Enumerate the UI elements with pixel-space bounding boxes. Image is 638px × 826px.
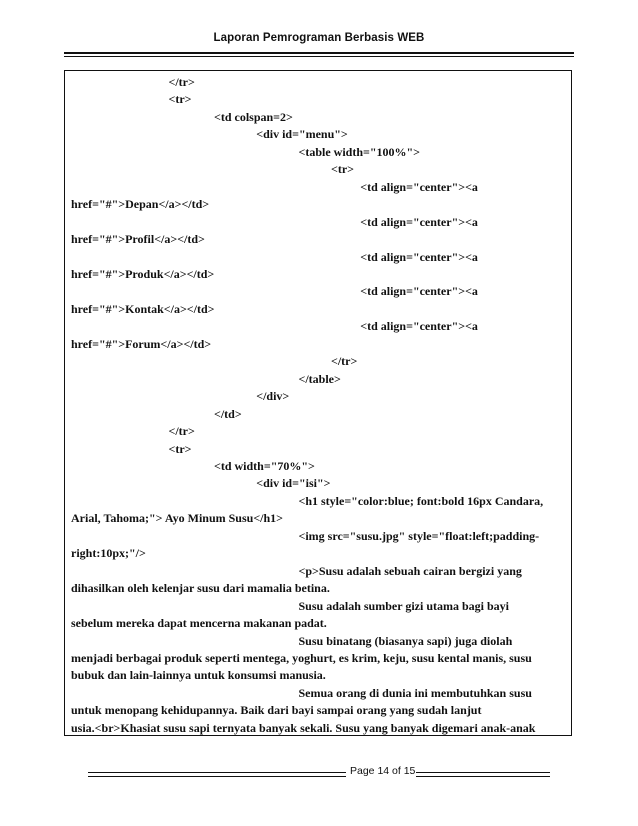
code-line: <div id="menu"> — [256, 127, 348, 142]
code-line: right:10px;"/> — [71, 546, 146, 561]
header-rule-thick — [64, 52, 574, 54]
code-line: </tr> — [168, 424, 195, 439]
code-line: </table> — [298, 371, 341, 386]
code-line: <tr> — [168, 441, 192, 456]
page-number: Page 14 of 15 — [350, 765, 416, 777]
code-listing-box — [64, 70, 572, 736]
code-line: href="#">Profil</a></td> — [71, 232, 205, 247]
code-line: <td align="center"><a — [360, 319, 478, 334]
code-line: <td colspan=2> — [214, 109, 293, 124]
code-line: <tr> — [168, 92, 192, 107]
code-line: <td align="center"><a — [360, 249, 478, 264]
page-footer — [64, 765, 574, 782]
footer-rule-right — [416, 772, 550, 777]
code-line: href="#">Kontak</a></td> — [71, 301, 215, 316]
code-line: href="#">Produk</a></td> — [71, 266, 215, 281]
code-line: <td align="center"><a — [360, 179, 478, 194]
code-line: <h1 style="color:blue; font:bold 16px Candara, — [298, 493, 544, 508]
code-line: <table width="100%"> — [298, 144, 421, 159]
footer-rule-left — [88, 772, 346, 777]
code-line: <td align="center"><a — [360, 284, 478, 299]
code-line: Arial, Tahoma;"> Ayo Minum Susu</h1> — [71, 511, 284, 526]
code-line: dihasilkan oleh kelenjar susu dari mamalia betina. — [71, 581, 330, 596]
code-line: <p>Susu adalah sebuah cairan bergizi yang — [298, 563, 522, 578]
code-line: </tr> — [168, 75, 195, 89]
code-listing — [65, 71, 571, 736]
code-line: <tr> — [331, 162, 354, 177]
code-line: Susu binatang (biasanya sapi) juga diolah — [298, 633, 513, 648]
code-line: href="#">Forum</a></td> — [71, 336, 212, 351]
code-line: sebelum mereka dapat mencerna makanan padat. — [71, 616, 327, 631]
code-line: Susu adalah sumber gizi utama bagi bayi — [298, 598, 509, 613]
header-rule-thin — [64, 56, 574, 57]
code-line: Semua orang di dunia ini membutuhkan susu — [298, 685, 532, 700]
code-line: <td align="center"><a — [360, 214, 478, 229]
code-line: <img src="susu.jpg" style="float:left;padding- — [298, 528, 540, 543]
code-line: bubuk dan lain-lainnya untuk konsumsi manusia. — [71, 668, 326, 683]
code-line: <div id="isi"> — [256, 476, 331, 491]
code-line: href="#">Depan</a></td> — [71, 197, 210, 212]
code-line: </td> — [214, 406, 242, 421]
code-line: </tr> — [331, 354, 358, 369]
code-line: </div> — [256, 389, 290, 404]
header-title: Laporan Pemrograman Berbasis WEB — [213, 32, 425, 44]
code-line: untuk menopang kehidupannya. Baik dari bayi sampai orang yang sudah lanjut — [71, 703, 482, 718]
code-line: menjadi berbagai produk seperti mentega, yoghurt, es krim, keju, susu kental manis, susu — [71, 650, 532, 665]
code-line: usia.<br>Khasiat susu sapi ternyata banyak sekali. Susu yang banyak digemari anak-anak — [71, 720, 536, 735]
code-line: <td width="70%"> — [214, 458, 315, 473]
